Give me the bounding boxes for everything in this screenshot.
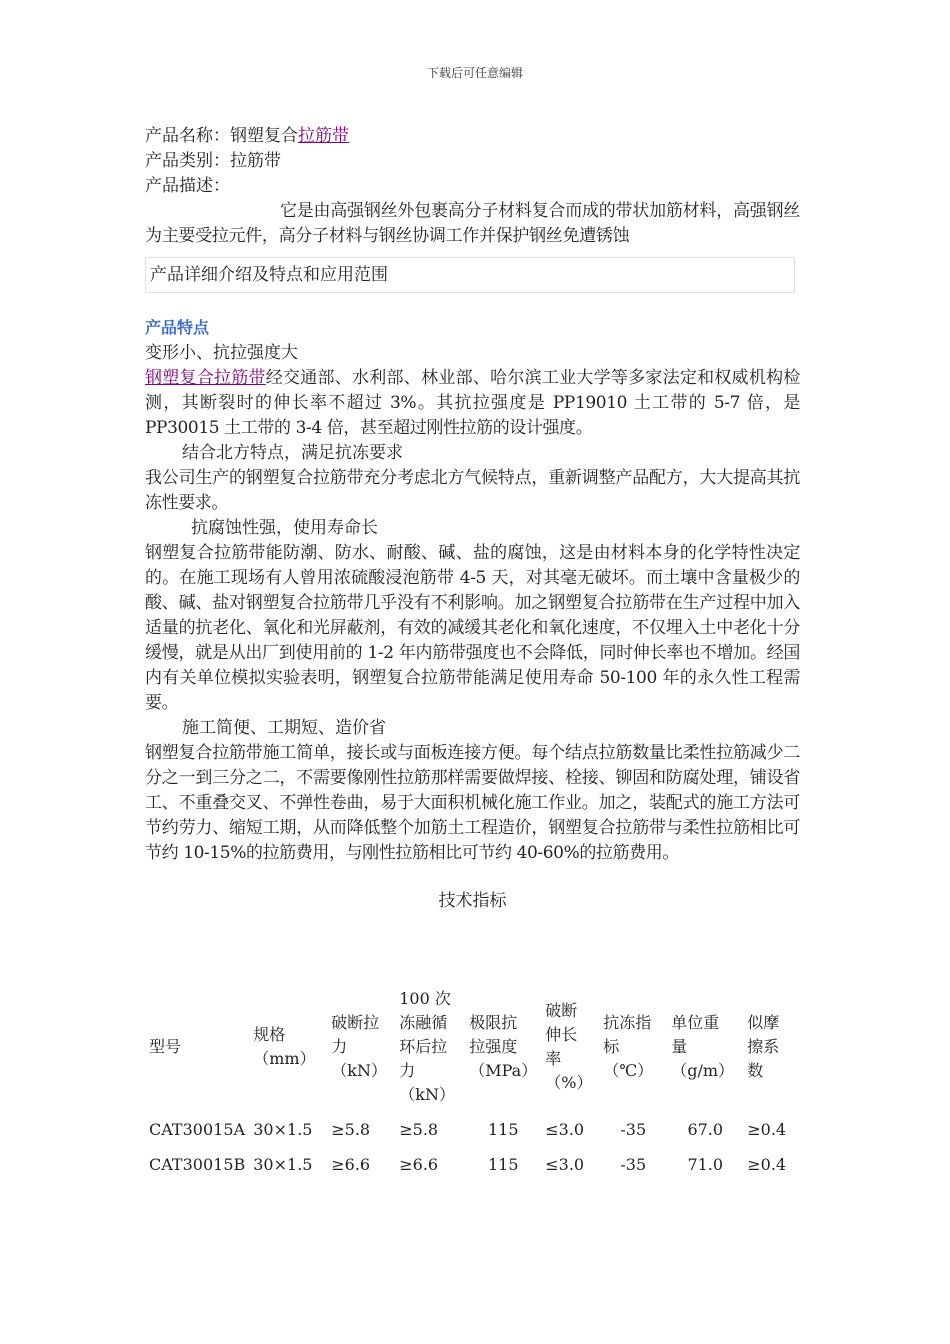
product-name-link[interactable]: 拉筋带	[298, 126, 349, 146]
cell-unit-weight: 71.0	[687, 1154, 724, 1174]
header-elongation: 破断 伸长 率 （%）	[545, 1001, 593, 1092]
product-name-line	[145, 124, 800, 149]
feature-1-text	[145, 366, 800, 441]
header-unit-weight: 单位重 量 （g/m）	[671, 1013, 735, 1080]
feature-2-text: 我公司生产的钢塑复合拉筋带充分考虑北方气候特点，重新调整产品配方，大大提高其抗冻性要求。	[145, 468, 800, 513]
product-category: 产品类别：拉筋带	[145, 151, 281, 171]
product-description-text: 它是由高强钢丝外包裹高分子材料复合而成的带状加筋材料，高强钢丝为主要受拉元件，高分子材料与钢丝协调工作并保护钢丝免遭锈蚀	[145, 201, 800, 246]
table-row	[145, 1112, 807, 1147]
cell-break-force: ≥6.6	[331, 1154, 371, 1174]
cell-friction-coefficient: ≥0.4	[747, 1154, 787, 1174]
cell-freeze-index: -35	[620, 1154, 647, 1174]
feature-3-text: 钢塑复合拉筋带能防潮、防水、耐酸、碱、盐的腐蚀，这是由材料本身的化学特性决定的。在施工现场有人曾用浓硫酸浸泡筋带 4-5 天，对其毫无破坏。而土壤中含量极少的酸、碱、盐对钢塑复合拉筋带几乎没有不利影响。加之钢塑复合拉筋带在生产过程中加入适量的抗老化、氧化和光屏蔽剂，有效的减缓其老化和氧化速度，不仅埋入土中老化十分缓慢，就是从出厂到使用前的 1-2 年内筋带强度也不会降低，同时伸长率也不增加。经国内有关单位模拟实验表明，钢塑复合拉筋带能满足使用寿命 50-100 年的永久性工程需要。	[145, 543, 800, 713]
page-header-note: 下载后可任意编辑	[426, 66, 523, 80]
product-detail-box: 产品详细介绍及特点和应用范围	[145, 257, 795, 293]
header-friction-coefficient: 似摩 擦系 数	[747, 1013, 780, 1080]
feature-4-heading: 施工简便、工期短、造价省	[182, 718, 386, 738]
feature-1-heading: 变形小、抗拉强度大	[145, 343, 298, 363]
cell-break-force: ≥5.8	[331, 1119, 371, 1139]
feature-4-text: 钢塑复合拉筋带施工简单，接长或与面板连接方便。每个结点拉筋数量比柔性拉筋减少二分之一到三分之二，不需要像刚性拉筋那样需要做焊接、栓接、铆固和防腐处理，铺设省工、不重叠交叉、不弹性卷曲，易于大面积机械化施工作业。加之，装配式的施工方法可节约劳力、缩短工期，从而降低整个加筋土工程造价，钢塑复合拉筋带与柔性拉筋相比可节约 10-15%的拉筋费用，与刚性拉筋相比可节约 40-60%的拉筋费用。	[145, 743, 800, 863]
header-break-force: 破断拉 力 （kN）	[331, 1013, 387, 1080]
cell-ultimate-strength: 115	[487, 1154, 519, 1174]
cell-size: 30×1.5	[253, 1154, 313, 1174]
product-name-label: 产品名称：钢塑复合	[145, 126, 298, 146]
cell-elongation: ≤3.0	[545, 1119, 585, 1139]
feature-1-link[interactable]: 钢塑复合拉筋带	[145, 368, 266, 388]
table-header-row	[145, 982, 807, 1112]
header-size: 规格 （mm）	[253, 1025, 316, 1068]
cell-freeze-thaw-force: ≥5.8	[399, 1119, 439, 1139]
cell-freeze-thaw-force: ≥6.6	[399, 1154, 439, 1174]
header-freeze-index: 抗冻指 标 （℃）	[603, 1013, 654, 1080]
product-description-label: 产品描述：	[145, 176, 230, 196]
feature-1-body: 经交通部、水利部、林业部、哈尔滨工业大学等多家法定和权威机构检测，其断裂时的伸长率不超过 3%。其抗拉强度是 PP19010 土工带的 5-7 倍，是 PP30015 土工带的 3-4 倍，甚至超过刚性拉筋的设计强度。	[145, 368, 800, 438]
cell-model: CAT30015B	[149, 1154, 246, 1174]
table-row	[145, 1147, 807, 1182]
tech-spec-table	[145, 982, 807, 1182]
header-model: 型号	[149, 1037, 182, 1056]
features-section-title: 产品特点	[145, 318, 210, 337]
document-body	[145, 124, 800, 914]
tech-spec-title: 技术指标	[438, 891, 507, 911]
cell-friction-coefficient: ≥0.4	[747, 1119, 787, 1139]
header-ultimate-strength: 极限抗 拉强度 （MPa）	[469, 1013, 538, 1080]
cell-elongation: ≤3.0	[545, 1154, 585, 1174]
feature-3-heading: 抗腐蚀性强，使用寿命长	[191, 518, 378, 538]
cell-size: 30×1.5	[253, 1119, 313, 1139]
feature-2-heading: 结合北方特点，满足抗冻要求	[182, 443, 403, 463]
header-freeze-thaw-force: 100 次 冻融循 环后拉 力 （kN）	[399, 989, 455, 1104]
cell-freeze-index: -35	[620, 1119, 647, 1139]
cell-model: CAT30015A	[149, 1119, 246, 1139]
cell-unit-weight: 67.0	[687, 1119, 724, 1139]
cell-ultimate-strength: 115	[487, 1119, 519, 1139]
